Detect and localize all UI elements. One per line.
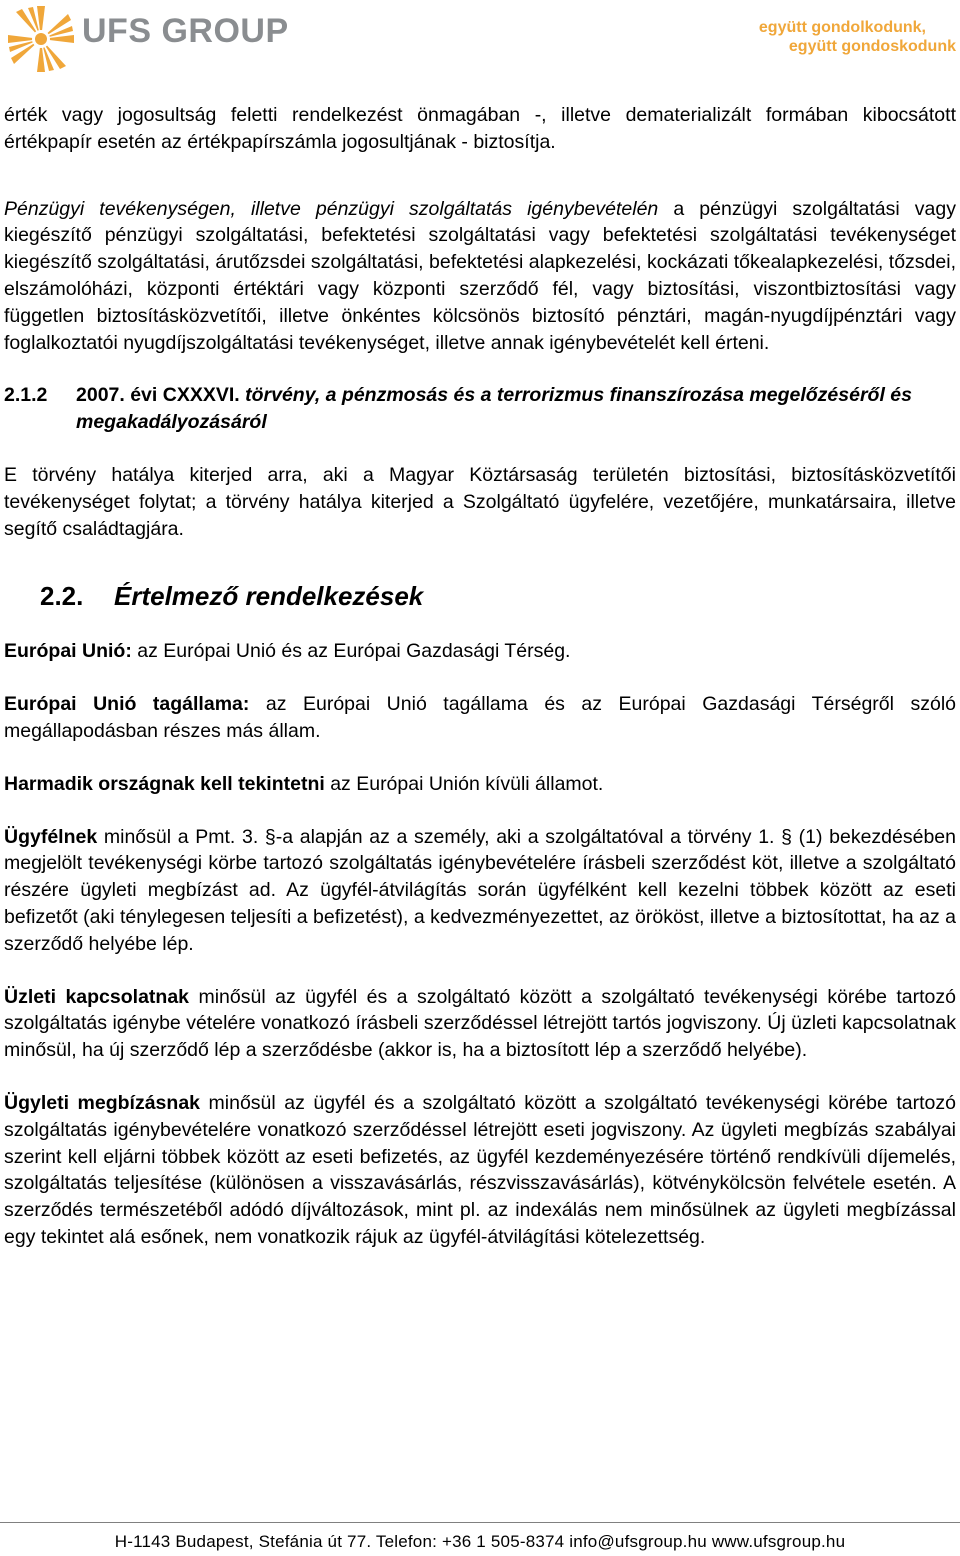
definition-business-relationship <box>4 984 956 1064</box>
section-2-1-2-number: 2.1.2 <box>4 384 48 407</box>
definition-term: Európai Unió: <box>4 640 132 663</box>
definition-customer <box>4 824 956 958</box>
company-slogan <box>759 18 956 56</box>
definition-transaction-order <box>4 1090 956 1251</box>
footer-divider <box>0 1522 960 1523</box>
sun-logo-icon <box>6 4 76 74</box>
financial-activity-term: Pénzügyi tevékenységen, illetve pénzügyi szolgáltatás igénybevételén <box>4 197 659 220</box>
section-2-2-title: Értelmező rendelkezések <box>114 581 424 612</box>
definition-term: Harmadik országnak kell tekintetni <box>4 772 325 795</box>
definition-text: minősül az ügyfél és a szolgáltató között a szolgáltató tevékenységi körébe tartozó szolgáltatás igénybe vételére vonatkozó írásbeli szerződéssel létrejött tartós jogviszony. Új üzleti kapcsolatnak minősül, ha új szerződő lép a szerződésbe (akkor is, ha a biztosított lép a szerződő helyébe). <box>4 985 957 1062</box>
definition-text: minősül a Pmt. 3. §-a alapján az a személy, aki a szolgáltatóval a törvény 1. § (1) bekezdésében megjelölt tevékenységi körbe tartozó szolgáltatás igénybevételére írásbeli szerződést köt, illetve a szolgáltató részére ügyleti megbízást ad. Az ügyfél-átvilágítás során ügyfélként kell kezelni többek között az eseti befizetőt (aki ténylegesen teljesíti a befizetést), a kedvezményezettet, az örököst, illetve a biztosítottat, ha az a szerződő helyébe lép. <box>4 825 956 955</box>
slogan-line-1: együtt gondolkodunk, <box>758 19 926 36</box>
section-2-2-number: 2.2. <box>40 581 84 612</box>
financial-activity-text: a pénzügyi szolgáltatási vagy kiegészítő pénzügyi szolgáltatási, befektetési szolgáltatási vagy befektetési szolgáltatási tevékenységet kiegészítő szolgáltatási, árutőzsdei szolgáltatási, befektetési alapkezelési, kockázati tőkealapkezelési, tőzsdei, elszámolóházi, központi értéktári vagy központi szerződő fél, vagy biztosítási, viszontbiztosítási vagy független biztosításközvetítői, illetve önkéntes kölcsönös biztosító pénztári, magán-nyugdíjpénztári vagy foglalkoztatói nyugdíjszolgáltatási tevékenységet, illetve annak igénybevételét kell érteni. <box>4 197 956 354</box>
page-footer <box>0 1522 960 1556</box>
company-logo-text: UFS GROUP <box>82 12 289 50</box>
definition-term: Európai Unió tagállama: <box>4 693 250 716</box>
definition-term: Ügyfélnek <box>4 825 98 848</box>
section-2-1-2-title <box>76 382 956 436</box>
definition-third-country <box>4 771 956 798</box>
page-header <box>0 0 960 80</box>
definition-text: az Európai Unión kívüli államot. <box>324 772 604 795</box>
section-2-2-heading <box>40 580 956 612</box>
definition-text: az Európai Unió tagállama és az Európai Gazdasági Térségről szóló megállapodásban részes más állam. <box>4 693 956 742</box>
definition-term: Ügyleti megbízásnak <box>4 1091 201 1114</box>
section-2-1-2-law-title: törvény, a pénzmosás és a terrorizmus finanszírozása megelőzéséről és megakadályozásáról <box>76 384 912 434</box>
slogan-line-2: együtt gondoskodunk <box>788 38 956 55</box>
definition-text: az Európai Unió és az Európai Gazdasági Térség. <box>131 640 571 663</box>
section-2-1-2-heading <box>4 382 956 436</box>
section-2-1-2-law-id: 2007. évi CXXXVI. <box>76 384 240 407</box>
definition-eu-member-state <box>4 691 956 745</box>
document-body <box>4 102 956 1251</box>
definition-term: Üzleti kapcsolatnak <box>4 985 190 1008</box>
footer-contact-info: H-1143 Budapest, Stefánia út 77. Telefon: +36 1 505-8374 info@ufsgroup.hu www.ufsgroup.hu <box>114 1532 846 1551</box>
definition-eu <box>4 638 956 665</box>
intro-paragraph: érték vagy jogosultság feletti rendelkezést önmagában -, illetve dematerializált formában kibocsátott értékpapír esetén az értékpapírszámla jogosultjának - biztosítja. <box>4 104 956 153</box>
financial-activity-paragraph <box>4 196 956 357</box>
definition-text: minősül az ügyfél és a szolgáltató között a szolgáltató tevékenységi körébe tartozó szolgáltatás igénybevételére vonatkozó szerződéssel létrejött eseti jogviszony. Az ügyleti megbízás szabályai szerint kell eljárni többek között az eseti befizetés, az ügyfél kezdeményezésére történő rendkívüli díjemelés, szolgáltatás teljesítése (különösen a visszavásárlás, részvisszavásárlás), kötvénykölcsön felvétele esetén. A szerződés természetéből adódó díjváltozások, mint pl. az indexálás nem minősülnek az ügyleti megbízással egy tekintet alá esőnek, nem vonatkozik rájuk az ügyfél-átvilágítási kötelezettség. <box>4 1091 956 1248</box>
law-scope-paragraph: E törvény hatálya kiterjed arra, aki a Magyar Köztársaság területén biztosítási, biztosításközvetítői tevékenységet folytat; a törvény hatálya kiterjed a Szolgáltató ügyfelére, vezetőjére, munkatársaira, illetve segítő családtagjára. <box>4 463 956 540</box>
